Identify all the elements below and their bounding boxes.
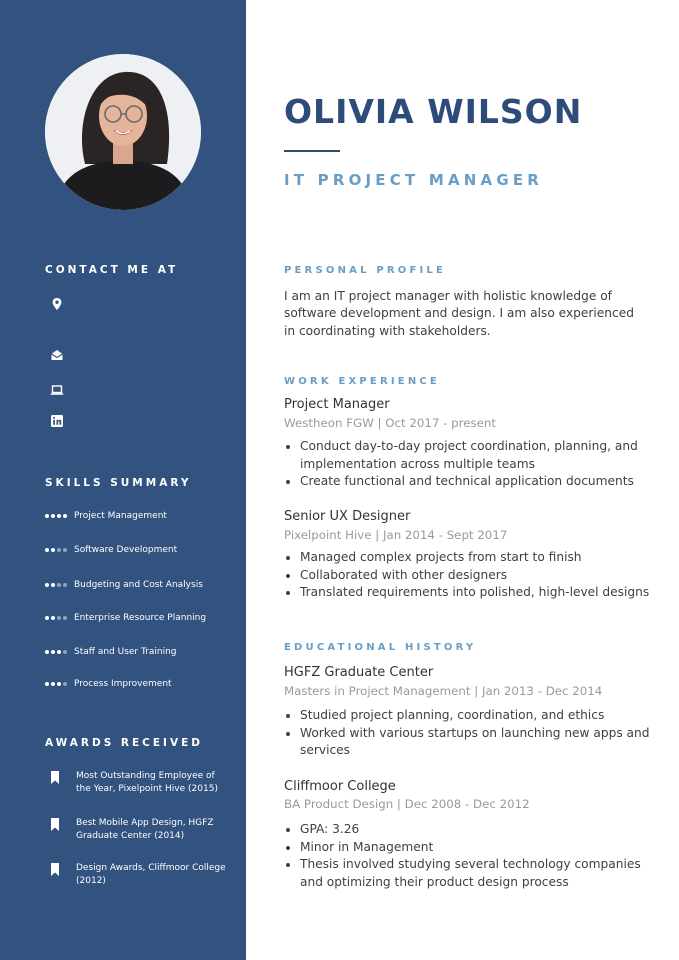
skill-level-dot	[45, 616, 49, 620]
skill-level-dots	[45, 514, 67, 518]
linkedin-icon	[50, 414, 64, 428]
skill-level-dots	[45, 682, 67, 686]
award-item	[50, 770, 240, 796]
skill-level-dot	[57, 514, 61, 518]
school-entry-title: Cliffmoor College	[284, 779, 396, 794]
skill-level-dots	[45, 616, 67, 620]
job-title: IT PROJECT MANAGER	[284, 171, 544, 189]
skill-name: Budgeting and Cost Analysis	[74, 580, 203, 590]
sidebar	[0, 0, 246, 960]
skill-level-dot	[57, 682, 61, 686]
bullet-item: Create functional and technical application documents	[284, 473, 654, 491]
skill-name: Staff and User Training	[74, 647, 177, 657]
school-entry-meta: BA Product Design | Dec 2008 - Dec 2012	[284, 797, 530, 811]
skill-item	[45, 578, 235, 592]
skill-level-dot	[57, 583, 61, 587]
profile-photo	[45, 54, 201, 210]
skill-level-dot	[57, 650, 61, 654]
skill-level-dot	[45, 514, 49, 518]
skill-level-dot	[45, 583, 49, 587]
job-bullets	[284, 438, 654, 491]
skill-level-dot	[51, 682, 55, 686]
skill-level-dot	[45, 548, 49, 552]
bullet-item: GPA: 3.26	[284, 821, 654, 839]
bullet-item: Minor in Management	[284, 839, 654, 857]
skill-level-dot	[63, 583, 67, 587]
skill-name: Software Development	[74, 545, 178, 555]
bookmark-icon	[50, 818, 60, 831]
skill-level-dot	[63, 514, 67, 518]
skill-name: Process Improvement	[74, 679, 172, 689]
skill-level-dot	[51, 514, 55, 518]
job-bullets	[284, 549, 654, 602]
skill-item	[45, 543, 235, 557]
laptop-icon	[50, 383, 64, 397]
location-icon	[50, 297, 64, 311]
job-entry-title: Senior UX Designer	[284, 509, 411, 524]
skill-level-dot	[63, 616, 67, 620]
skill-level-dot	[51, 650, 55, 654]
skill-level-dot	[51, 548, 55, 552]
skill-level-dot	[51, 616, 55, 620]
skill-item	[45, 509, 235, 523]
skill-level-dot	[63, 548, 67, 552]
skill-name: Enterprise Resource Planning	[74, 613, 207, 623]
job-entry-meta: Pixelpoint Hive | Jan 2014 - Sept 2017	[284, 528, 508, 542]
skill-item	[45, 677, 235, 691]
candidate-name: OLIVIA WILSON	[284, 92, 583, 131]
skill-item	[45, 611, 235, 625]
skills-heading: SKILLS SUMMARY	[45, 477, 192, 489]
bullet-item: Thesis involved studying several technology companies and optimizing their product design process	[284, 856, 654, 891]
email-icon	[50, 348, 64, 362]
work-heading: WORK EXPERIENCE	[284, 376, 440, 387]
skill-name: Project Management	[74, 511, 167, 521]
skill-level-dot	[51, 583, 55, 587]
awards-heading: AWARDS RECEIVED	[45, 737, 203, 749]
bullet-item: Collaborated with other designers	[284, 567, 654, 585]
skill-level-dot	[45, 650, 49, 654]
skill-level-dot	[45, 682, 49, 686]
school-bullets	[284, 707, 654, 760]
skill-level-dot	[57, 616, 61, 620]
skill-item	[45, 645, 235, 659]
profile-heading: PERSONAL PROFILE	[284, 265, 447, 276]
skill-level-dot	[57, 548, 61, 552]
bullet-item: Studied project planning, coordination, and ethics	[284, 707, 654, 725]
bullet-item: Worked with various startups on launching new apps and services	[284, 725, 654, 760]
bookmark-icon	[50, 863, 60, 876]
skill-level-dots	[45, 650, 67, 654]
contact-heading: CONTACT ME AT	[45, 264, 179, 276]
school-entry-title: HGFZ Graduate Center	[284, 665, 434, 680]
skill-level-dot	[63, 650, 67, 654]
profile-text: I am an IT project manager with holistic knowledge of software development and design. I am also experienced in coordinating with stakeholders.	[284, 289, 634, 338]
bullet-item: Conduct day-to-day project coordination, planning, and implementation across multiple teams	[284, 438, 654, 473]
award-text: Most Outstanding Employee of the Year, Pixelpoint Hive (2015)	[76, 771, 218, 794]
job-entry-title: Project Manager	[284, 397, 390, 412]
school-entry-meta: Masters in Project Management | Jan 2013 - Dec 2014	[284, 684, 603, 698]
school-bullets	[284, 821, 654, 891]
bullet-item: Managed complex projects from start to finish	[284, 549, 654, 567]
skill-level-dots	[45, 583, 67, 587]
name-divider	[284, 150, 340, 152]
education-heading: EDUCATIONAL HISTORY	[284, 642, 477, 653]
award-item	[50, 862, 240, 888]
bookmark-icon	[50, 771, 60, 784]
skill-level-dot	[63, 682, 67, 686]
job-entry-meta: Westheon FGW | Oct 2017 - present	[284, 416, 497, 430]
award-item	[50, 817, 240, 843]
award-text: Design Awards, Cliffmoor College (2012)	[76, 863, 226, 886]
skill-level-dots	[45, 548, 67, 552]
award-text: Best Mobile App Design, HGFZ Graduate Center (2014)	[76, 818, 214, 841]
bullet-item: Translated requirements into polished, high-level designs	[284, 584, 654, 602]
